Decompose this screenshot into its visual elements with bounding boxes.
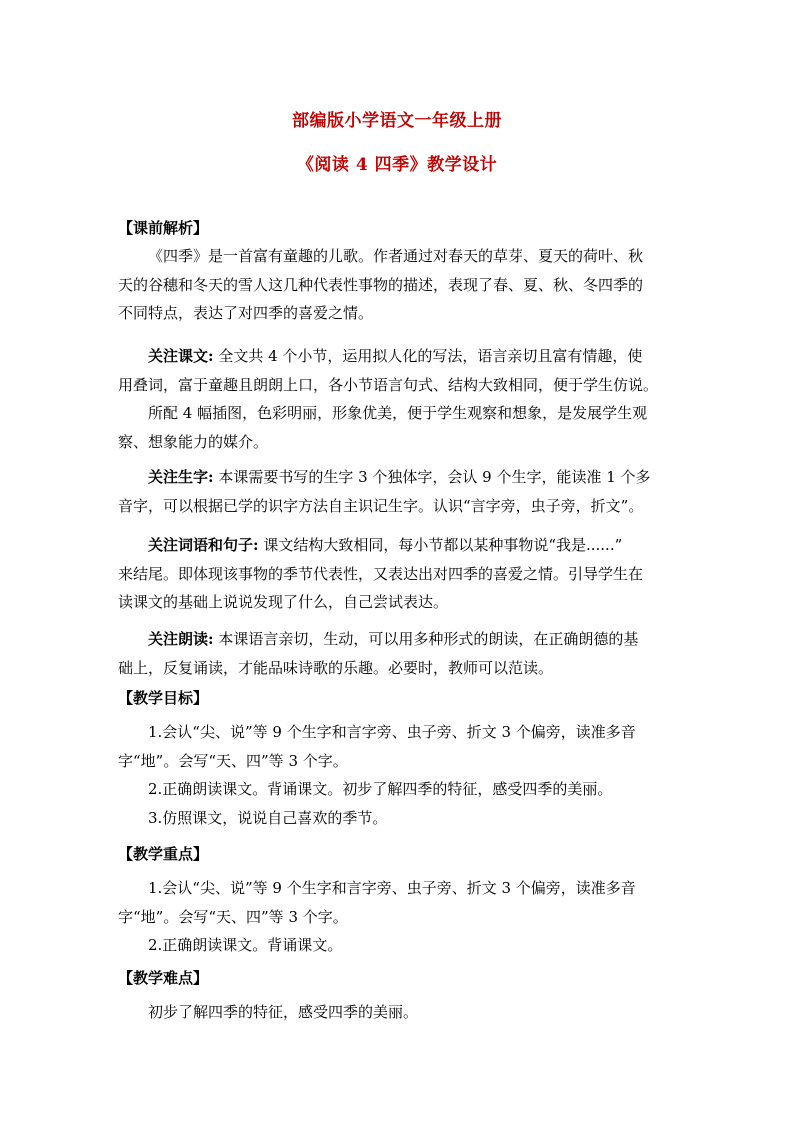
text-line: 音字，可以根据已学的识字方法自主识记生字。认识“言字旁，虫子旁，折文”。 [118,496,644,515]
list-item: 1.会认“尖、说”等 9 个生字和言字旁、虫子旁、折文 3 个偏旁，读准多音 [148,723,636,741]
focus-label: 关注朗读: [148,630,214,648]
focus-label: 关注词语和句子: [148,536,259,554]
list-item: 初步了解四季的特征，感受四季的美丽。 [148,1003,419,1021]
focus-reading-paragraph [118,625,678,682]
text-line: 础上，反复诵读，才能品味诗歌的乐趣。必要时，教师可以范读。 [118,658,554,677]
section-heading-difficulty: 【教学难点】 [118,969,209,987]
doc-subtitle: 《阅读 4 四季》教学设计 [296,155,498,175]
list-item: 1.会认“尖、说”等 9 个生字和言字旁、虫子旁、折文 3 个偏旁，读准多音 [148,879,636,897]
focus-label: 关注生字: [148,468,214,486]
list-item: 字“地”。会写“天、四”等 3 个字。 [118,751,348,770]
text-line: 关注生字: 本课需要书写的生字 3 个独体字，会认 9 个生字，能读准 1 个多 [148,468,651,486]
doc-title: 部编版小学语文一年级上册 [292,111,502,131]
list-item: 字“地”。会写“天、四”等 3 个字。 [118,907,348,926]
text-line: 读课文的基础上说说发现了什么，自己尝试表达。 [118,593,449,611]
text-line: 《四季》是一首富有童趣的儿歌。作者通过对春天的草芽、夏天的荷叶、秋 [148,247,644,265]
key-list [118,874,678,960]
text-line: 关注课文: 全文共 4 个小节，运用拟人化的写法，语言亲切且富有情趣，使 [148,347,643,365]
goals-list [118,718,678,832]
list-item: 3.仿照课文，说说自己喜欢的季节。 [148,808,388,827]
list-item: 2.正确朗读课文。背诵课文。初步了解四季的特征，感受四季的美丽。 [148,780,613,798]
text-line: 来结尾。即体现该事物的季节代表性，又表达出对四季的喜爱之情。引导学生在 [118,564,644,583]
focus-label: 关注课文: [148,347,214,365]
text-line: 关注词语和句子: 课文结构大致相同，每小节都以某种事物说“我是......” [148,536,623,554]
list-item: 2.正确朗读课文。背诵课文。 [148,936,343,954]
focus-words-paragraph [118,531,678,617]
text-line: 关注朗读: 本课语言亲切，生动，可以用多种形式的朗读，在正确朗德的基 [148,630,639,648]
text-line: 用叠词，富于童趣且朗朗上口，各小节语言句式、结构大致相同，便于学生仿说。 [118,375,659,394]
focus-text-paragraph [118,342,678,456]
section-heading-key: 【教学重点】 [118,845,209,863]
text-line: 察、想象能力的媒介。 [118,432,269,451]
section-heading-goals: 【教学目标】 [118,689,209,707]
difficulty-list [118,998,678,1027]
text-line: 不同特点，表达了对四季的喜爱之情。 [118,304,374,322]
focus-chars-paragraph [118,463,678,520]
analysis-intro [118,242,678,328]
text-line: 所配 4 幅插图，色彩明丽，形象优美，便于学生观察和想象，是发展学生观 [148,404,648,422]
section-heading-analysis: 【课前解析】 [118,219,209,237]
text-line: 天的谷穗和冬天的雪人这几种代表性事物的描述，表现了春、夏、秋、冬四季的 [118,275,644,294]
